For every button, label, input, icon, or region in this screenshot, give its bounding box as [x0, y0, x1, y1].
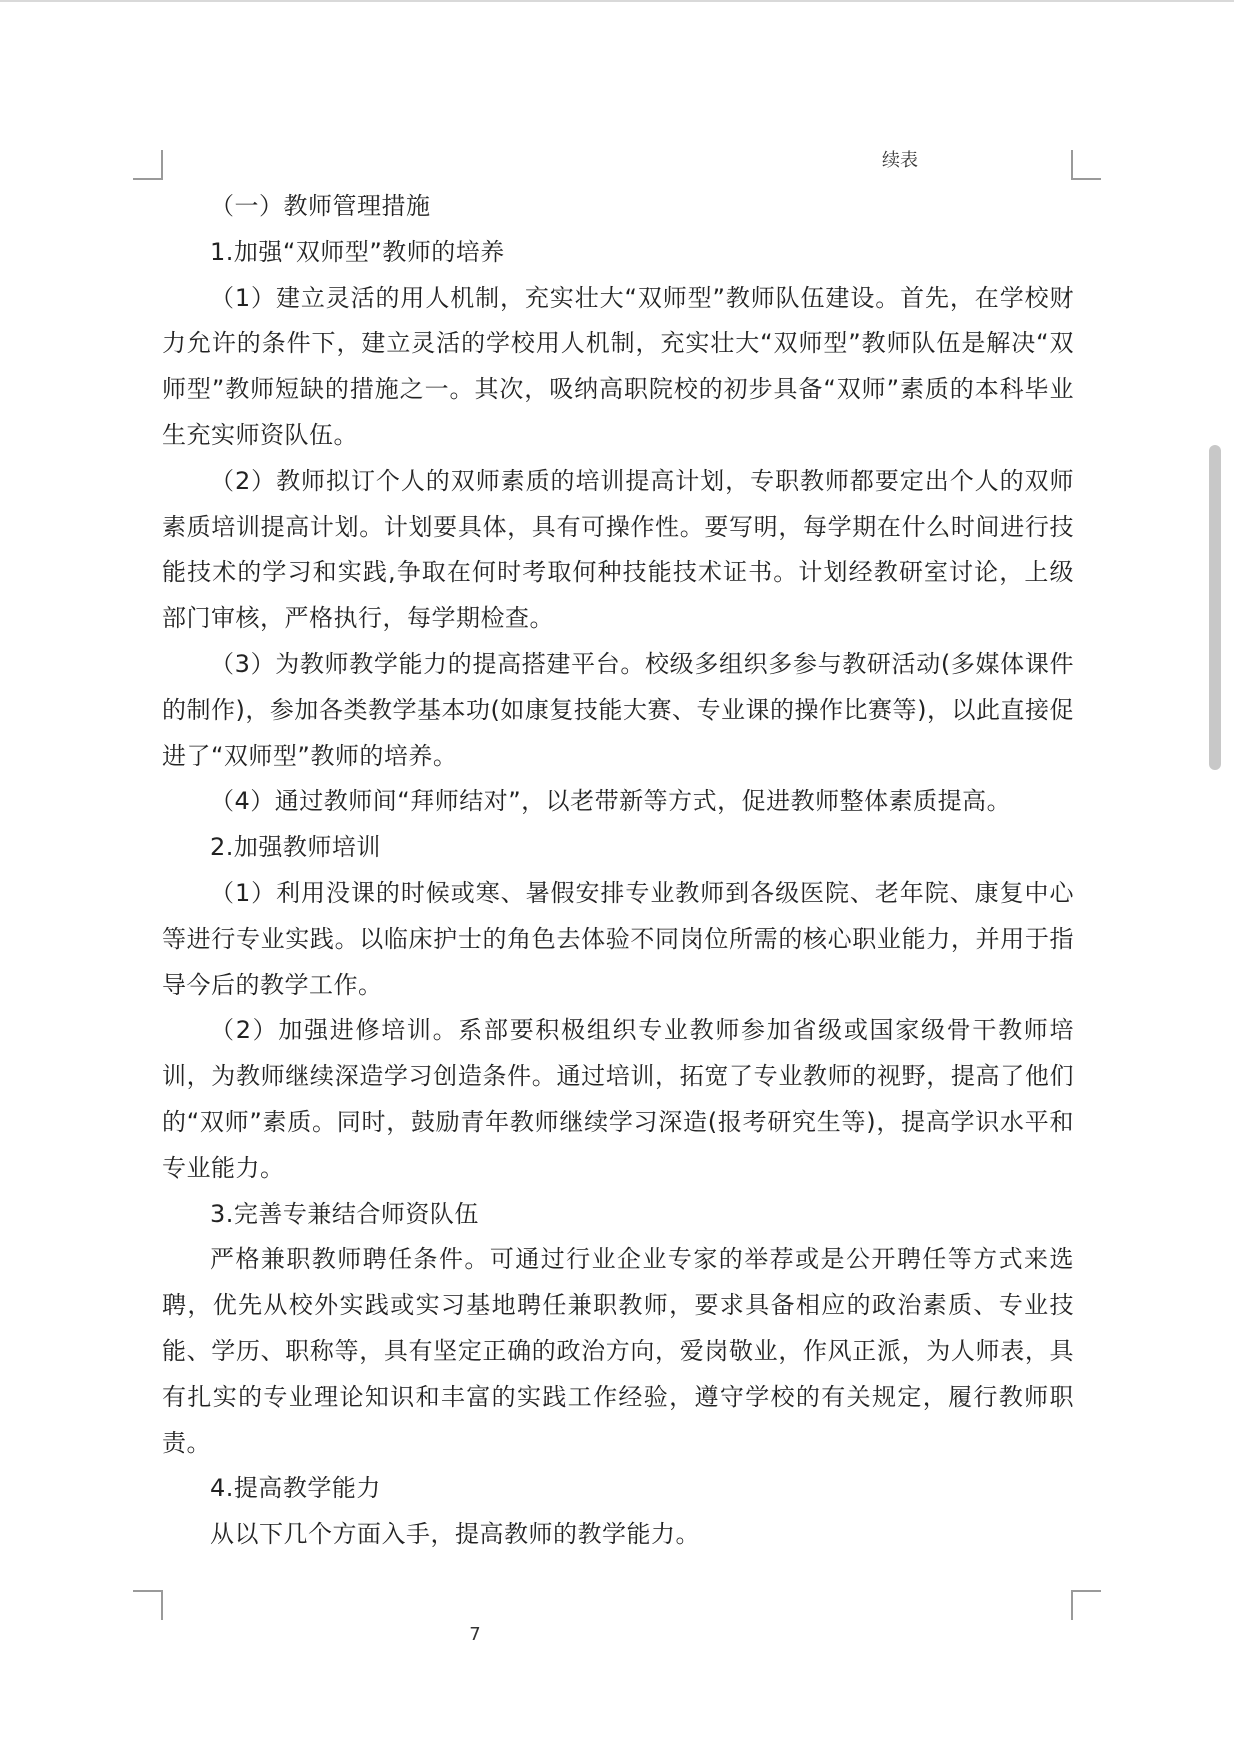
paragraph: （1）建立灵活的用人机制，充实壮大“双师型”教师队伍建设。首先，在学校财力允许的条件下，建立灵活的学校用人机制，充实壮大“双师型”教师队伍是解决“双师型”教师短缺的措施之一。其次，吸纳高职院校的初步具备“双师”素质的本科毕业生充实师资队伍。 — [162, 283, 1074, 449]
crop-mark-bottom-left — [133, 1590, 163, 1620]
subheading: 1.加强“双师型”教师的培养 — [210, 237, 505, 266]
crop-mark-top-left — [133, 150, 163, 180]
paragraph: （2）加强进修培训。系部要积极组织专业教师参加省级或国家级骨干教师培训，为教师继续深造学习创造条件。通过培训，拓宽了专业教师的视野，提高了他们的“双师”素质。同时，鼓励青年教师继续学习深造(报考研究生等)，提高学识水平和专业能力。 — [162, 1016, 1074, 1182]
page-number: 7 — [469, 1624, 481, 1645]
paragraph: 严格兼职教师聘任条件。可通过行业企业专家的举荐或是公开聘任等方式来选聘，优先从校外实践或实习基地聘任兼职教师，要求具备相应的政治素质、专业技能、学历、职称等，具有坚定正确的政治方向，爱岗敬业，作风正派，为人师表，具有扎实的专业理论知识和丰富的实践工作经验，遵守学校的有关规定，履行教师职责。 — [162, 1245, 1074, 1457]
subheading: 2.加强教师培训 — [210, 833, 381, 862]
subheading: 4.提高教学能力 — [210, 1474, 381, 1503]
crop-mark-top-right — [1071, 150, 1101, 180]
paragraph: （4）通过教师间“拜师结对”，以老带新等方式，促进教师整体素质提高。 — [210, 787, 1012, 816]
paragraph: （1）利用没课的时候或寒、暑假安排专业教师到各级医院、老年院、康复中心等进行专业实践。以临床护士的角色去体验不同岗位所需的核心职业能力，并用于指导今后的教学工作。 — [162, 878, 1074, 999]
paragraph: （2）教师拟订个人的双师素质的培训提高计划，专职教师都要定出个人的双师素质培训提高计划。计划要具体，具有可操作性。要写明，每学期在什么时间进行技能技术的学习和实践,争取在何时考取何种技能技术证书。计划经教研室讨论，上级部门审核，严格执行，每学期检查。 — [162, 466, 1074, 633]
top-divider — [0, 0, 1234, 2]
header-label: 续表 — [882, 150, 918, 171]
subheading: 3.完善专兼结合师资队伍 — [210, 1199, 479, 1228]
section-heading: （一）教师管理措施 — [210, 192, 431, 220]
document-body — [162, 184, 1074, 1558]
paragraph: 从以下几个方面入手，提高教师的教学能力。 — [210, 1520, 700, 1549]
crop-mark-bottom-right — [1071, 1590, 1101, 1620]
paragraph: （3）为教师教学能力的提高搭建平台。校级多组织多参与教研活动(多媒体课件的制作)，参加各类教学基本功(如康复技能大赛、专业课的操作比赛等)，以此直接促进了“双师型”教师的培养。 — [162, 649, 1074, 770]
scrollbar-thumb[interactable] — [1209, 445, 1221, 770]
